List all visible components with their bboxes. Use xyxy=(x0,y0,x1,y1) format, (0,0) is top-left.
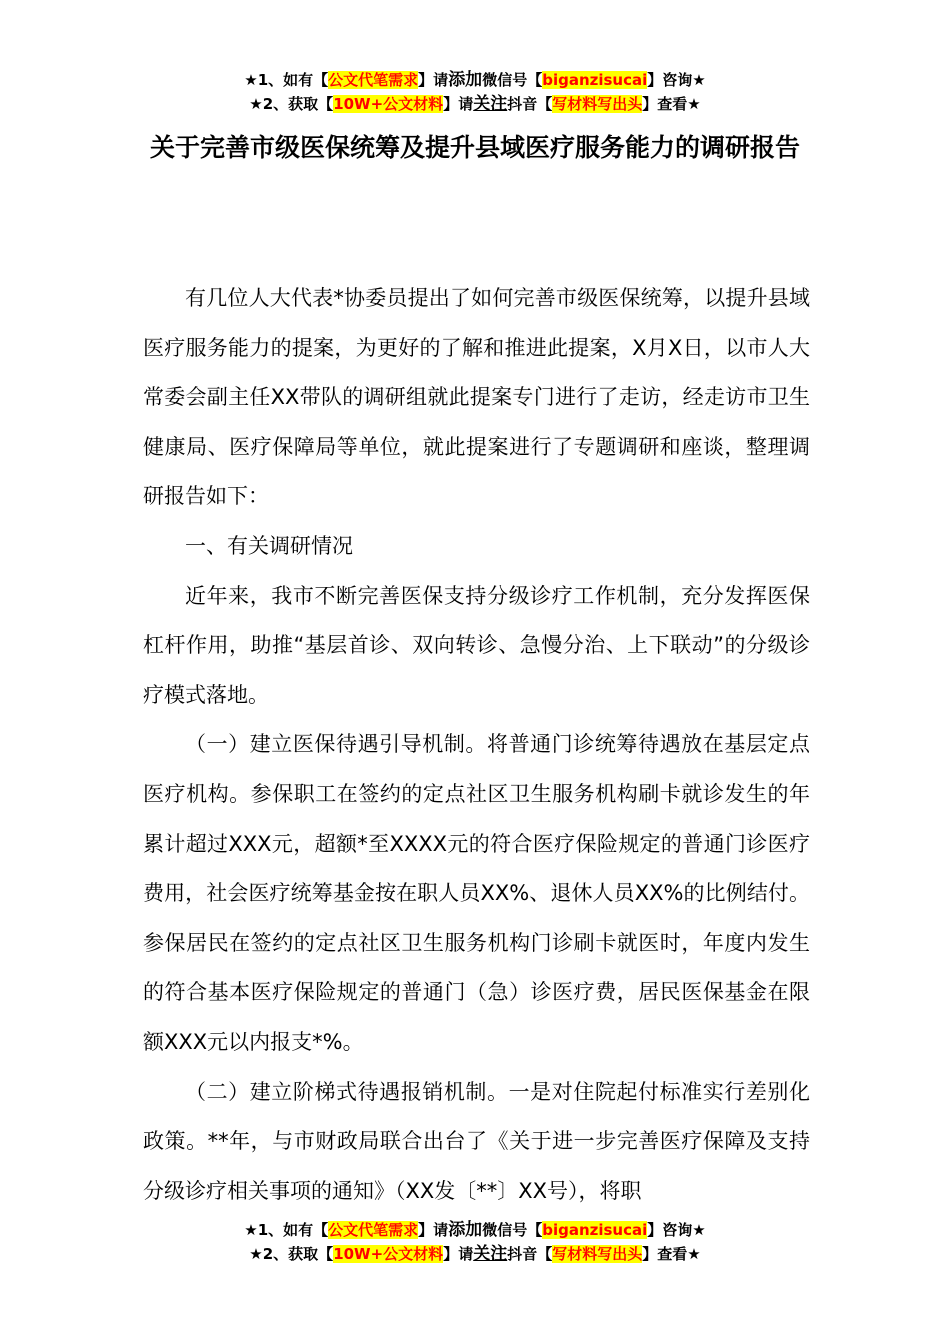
promo-text: 微信号【 xyxy=(482,1221,543,1239)
paragraph-intro: 有几位人大代表*协委员提出了如何完善市级医保统筹，以提升县域医疗服务能力的提案，为更好的了解和推进此提案，X月X日，以市人大常委会副主任XX带队的调研组就此提案专门进行了走访，经走访市卫生健康局、医疗保障局等单位，就此提案进行了专题调研和座谈，整理调研报告如下： xyxy=(143,286,810,509)
promo-highlight: 10W+公文材料 xyxy=(333,95,444,113)
promo-emphasis: 关注 xyxy=(473,1244,508,1264)
promo-wechat-id: biganzisucai xyxy=(542,1221,648,1239)
promo-line-1 xyxy=(0,68,950,92)
promo-text: 抖音【 xyxy=(507,1245,553,1263)
promo-emphasis: 添加 xyxy=(448,1220,483,1240)
promo-text: 】请 xyxy=(443,95,474,113)
paragraph: （一）建立医保待遇引导机制。将普通门诊统筹待遇放在基层定点医疗机构。参保职工在签约的定点社区卫生服务机构刷卡就诊发生的年累计超过XXX元，超额*至XXXX元的符合医疗保险规定的普通门诊医疗费用，社会医疗统筹基金按在职人员XX%、退休人员XX%的比例结付。参保居民在签约的定点社区卫生服务机构门诊刷卡就医时，年度内发生的符合基本医疗保险规定的普通门（急）诊医疗费，居民医保基金在限额XXX元以内报支*%。 xyxy=(143,732,810,1054)
promo-douyin-id: 写材料写出头 xyxy=(552,95,643,113)
promo-text: 】查看★ xyxy=(642,1245,701,1263)
promo-emphasis: 关注 xyxy=(473,94,508,114)
header-promo-banner xyxy=(0,68,950,116)
promo-highlight: 公文代笔需求 xyxy=(328,71,419,89)
promo-highlight: 10W+公文材料 xyxy=(333,1245,444,1263)
paragraph: 近年来，我市不断完善医保支持分级诊疗工作机制，充分发挥医保杠杆作用，助推“基层首诊、双向转诊、急慢分治、上下联动”的分级诊疗模式落地。 xyxy=(143,583,810,707)
promo-text: ★1、如有【 xyxy=(244,71,329,89)
document-body xyxy=(143,274,810,1216)
paragraph: （二）建立阶梯式待遇报销机制。一是对住院起付标准实行差别化政策。**年，与市财政局联合出台了《关于进一步完善医疗保障及支持分级诊疗相关事项的通知》（XX发〔**〕XX号），将职 xyxy=(143,1079,810,1203)
promo-text: 】查看★ xyxy=(642,95,701,113)
document-title: 关于完善市级医保统筹及提升县域医疗服务能力的调研报告 xyxy=(149,133,800,162)
promo-text: 】咨询★ xyxy=(647,1221,706,1239)
footer-promo-banner xyxy=(0,1218,950,1266)
promo-text: ★2、获取【 xyxy=(249,95,334,113)
promo-highlight: 公文代笔需求 xyxy=(328,1221,419,1239)
promo-line-2 xyxy=(0,92,950,116)
promo-emphasis: 添加 xyxy=(448,70,483,90)
promo-douyin-id: 写材料写出头 xyxy=(552,1245,643,1263)
promo-text: 】请 xyxy=(418,71,449,89)
promo-text: ★1、如有【 xyxy=(244,1221,329,1239)
section-heading: 一、有关调研情况 xyxy=(185,533,353,558)
promo-text: 抖音【 xyxy=(507,95,553,113)
promo-line-2 xyxy=(0,1242,950,1266)
promo-text: 微信号【 xyxy=(482,71,543,89)
promo-text: ★2、获取【 xyxy=(249,1245,334,1263)
promo-line-1 xyxy=(0,1218,950,1242)
promo-wechat-id: biganzisucai xyxy=(542,71,648,89)
promo-text: 】请 xyxy=(418,1221,449,1239)
promo-text: 】咨询★ xyxy=(647,71,706,89)
promo-text: 】请 xyxy=(443,1245,474,1263)
